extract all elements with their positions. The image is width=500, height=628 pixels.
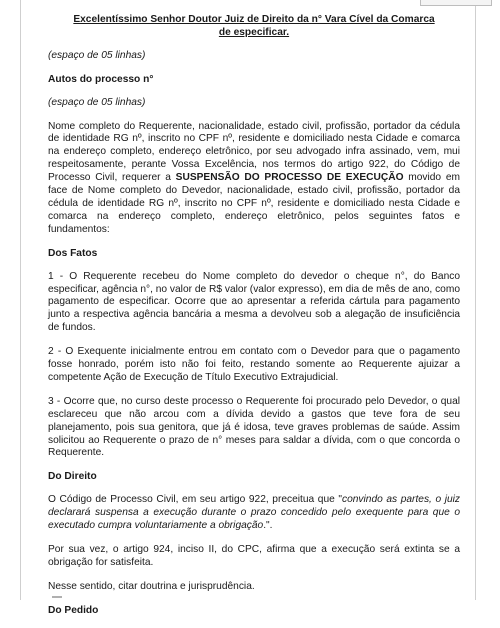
law-paragraph-1 bbox=[48, 494, 460, 533]
toolbar-fragment bbox=[420, 0, 492, 6]
page-bottom-mark bbox=[52, 596, 62, 598]
law-paragraph-3: Nesse sentido, citar doutrina e jurisprudência. bbox=[48, 580, 255, 592]
document-header bbox=[48, 14, 460, 40]
law-p1-quote: convindo as partes, o juiz declarará suspensa a execução durante o prazo concedido pelo exequente para que o executado cumpra voluntariamente a obrigação bbox=[48, 494, 460, 532]
facts-paragraph-2: 2 - O Exequente inicialmente entrou em contato com o Devedor para que o pagamento fosse honrado, porém isto não foi feito, restando somente ao Requerente ajuizar a competente Ação de Execução de Título Executivo Extrajudicial. bbox=[48, 346, 460, 383]
facts-heading: Dos Fatos bbox=[48, 247, 98, 259]
intro-part-2: movido em face de Nome completo do Devedor, nacionalidade, estado civil, profissão, portador da cédula de identidade RG nº, inscrito no CPF nº, residente e domiciliado nesta Cidade e comarca na endereço completo, endereço eletrônico, pelos seguintes fatos e fundamentos: bbox=[48, 172, 460, 235]
intro-bold-request: SUSPENSÃO DO PROCESSO DE EXECUÇÃO bbox=[175, 172, 404, 184]
facts-paragraph-1: 1 - O Requerente recebeu do Nome completo do devedor o cheque n°, do Banco especificar, agência n°, no valor de R$ valor (valor expresso), em dia de mês de ano, como pagamento de especificar. Ocorre que ao apresentar a referida cártula para pagamento junto a respectiva agência bancária a mesma a devolveu sob a alegação de insuficiência de fundos. bbox=[48, 270, 460, 334]
law-heading: Do Direito bbox=[48, 471, 97, 483]
intro-part-1: Nome completo do Requerente, nacionalidade, estado civil, profissão, portador da cédula de identidade RG nº, inscrito no CPF nº, residente e domiciliado nesta Cidade e comarca na endereço completo, endereço eletrônico, por seu advogado infra assinado, vem, mui respeitosamente, perante Vossa Excelência, nos termos do artigo 922, do Código de Processo Civil, requerer a bbox=[48, 120, 460, 184]
spacing-note-1: (espaço de 05 linhas) bbox=[48, 49, 146, 61]
law-p1-end: .". bbox=[263, 520, 273, 532]
law-paragraph-2: Por sua vez, o artigo 924, inciso II, do CPC, afirma que a execução será extinta se a obrigação for satisfeita. bbox=[48, 544, 460, 568]
header-line-1: Excelentíssimo Senhor Doutor Juiz de Direito da n° Vara Cível da Comarca bbox=[73, 14, 435, 25]
spacing-note-2: (espaço de 05 linhas) bbox=[48, 96, 146, 108]
facts-paragraph-3: 3 - Ocorre que, no curso deste processo o Requerente foi procurado pelo Devedor, o qual esclareceu que não arcou com a dívida devido a gastos que teve fora de seu planejamento, pois sua genitora, que já é idosa, teve graves problemas de saúde. Assim solicitou ao Requerente o prazo de n° meses para saldar a dívida, com o que concorda o Requerente. bbox=[48, 395, 460, 459]
header-line-2: de especificar. bbox=[218, 26, 290, 38]
case-number-label: Autos do processo n° bbox=[48, 73, 154, 85]
law-p1-start: O Código de Processo Civil, em seu artigo 922, preceitua que " bbox=[48, 494, 342, 506]
request-heading: Do Pedido bbox=[48, 604, 99, 616]
intro-paragraph bbox=[48, 121, 460, 237]
document-body bbox=[48, 14, 460, 628]
